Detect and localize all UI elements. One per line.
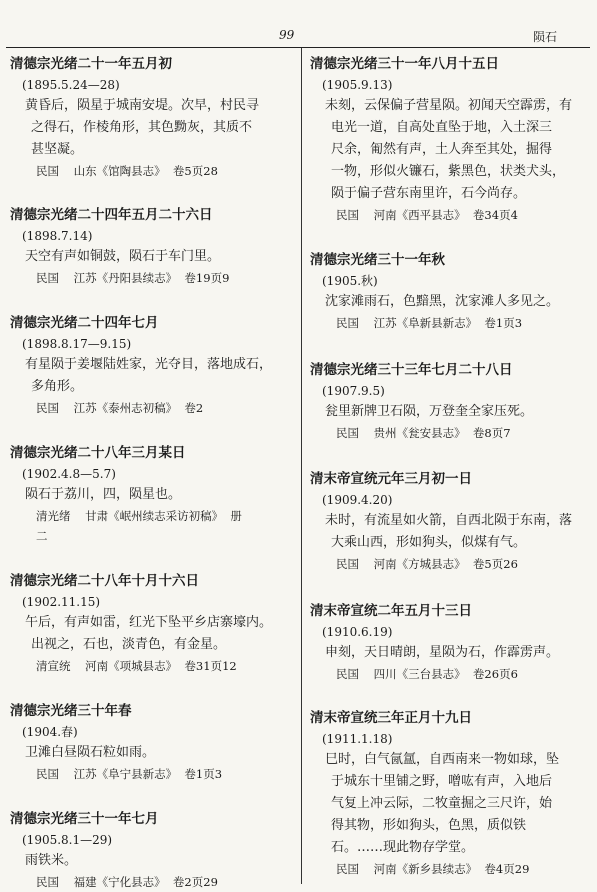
entry-text-line: 出视之，石也，淡青色，有金星。 (31, 637, 227, 652)
entry-date: (1910.6.19) (322, 625, 393, 639)
entry-heading: 清德宗光绪二十四年七月 (10, 315, 159, 331)
entry-text-line: 甚坚凝。 (31, 142, 84, 157)
entry-date: (1902.4.8—5.7) (22, 467, 116, 481)
entry-text-line: 黄昏后，陨星于城南安堤。次早，村民寻 (25, 98, 260, 113)
entry-text-line: 申刻，天日晴朗，星陨为石，作霹雳声。 (325, 645, 560, 660)
entry-text-line: 未刻，云保偏子营星陨。初闻天空霹雳，有 (325, 98, 573, 113)
entry-source: 民国 江苏《泰州志初稿》 卷2 (36, 401, 204, 415)
entry-source: 民国 河南《西平县志》 卷34页4 (336, 208, 518, 222)
entry-text-line: 陨于偏子营东南里许，石今尚存。 (331, 186, 527, 201)
entry-heading: 清末帝宣统三年正月十九日 (310, 710, 472, 726)
entry-heading: 清德宗光绪三十三年七月二十八日 (310, 362, 513, 378)
entry-date: (1911.1.18) (322, 732, 393, 746)
right-column (310, 54, 592, 879)
entry-date: (1898.7.14) (22, 229, 93, 243)
entry-text-line: 之得石，作棱角形，其色黝灰，其质不 (31, 120, 253, 135)
entry-source: 民国 江苏《丹阳县续志》 卷19页9 (36, 271, 230, 285)
entry (10, 54, 295, 181)
entry (10, 571, 295, 676)
running-title: 陨石 (533, 30, 558, 44)
entry (10, 205, 295, 288)
entry-text-line: 于城东十里铺之野，噌吰有声，入地后 (331, 774, 553, 789)
entry-heading: 清德宗光绪二十八年三月某日 (10, 445, 186, 461)
entry-text-line: 电光一道，自高处直坠于地，入土深三 (331, 120, 553, 135)
entry-date: (1909.4.20) (322, 493, 393, 507)
entry-source: 民国 贵州《瓮安县志》 卷8页7 (336, 426, 511, 440)
entry-heading: 清德宗光绪二十八年十月十六日 (10, 573, 199, 589)
entry-source: 民国 河南《新乡县续志》 卷4页29 (336, 862, 530, 876)
entry-text-line: 大乘山西，形如狗头，似煤有气。 (331, 535, 527, 550)
entry (310, 601, 592, 684)
entry-heading: 清德宗光绪三十一年八月十五日 (310, 56, 499, 72)
entry-text-line: 气复上冲云际，二牧童掘之三尺许，始 (331, 796, 553, 811)
entry-heading: 清德宗光绪三十一年七月 (10, 811, 159, 827)
entry-heading: 清德宗光绪二十四年五月二十六日 (10, 207, 213, 223)
entry-text-line: 陨石于荔川，四，陨星也。 (25, 487, 182, 502)
entry-heading: 清德宗光绪三十年春 (10, 703, 132, 719)
entry-date: (1898.8.17—9.15) (22, 337, 132, 351)
entry-date: (1905.8.1—29) (22, 833, 113, 847)
entry-text-line: 石。……现此物存学堂。 (331, 840, 475, 855)
entry-date: (1904.春) (22, 725, 78, 739)
entry-text-line: 沈家滩雨石，色黯黑，沈家滩人多见之。 (325, 294, 560, 309)
entry-source: 民国 四川《三台县志》 卷26页6 (336, 667, 518, 681)
entry-date: (1907.9.5) (322, 384, 385, 398)
entry-text-line: 瓮里新牌卫石陨，万登奎全家压死。 (325, 404, 534, 419)
entry-date: (1895.5.24—28) (22, 78, 120, 92)
entry-text-line: 有星陨于姜堰陆姓家，光夺目，落地成石， (25, 357, 273, 372)
entry (310, 54, 592, 225)
entry-date: (1902.11.15) (22, 595, 101, 609)
entry-text-line: 未时，有流星如火箭，自西北陨于东南，落 (325, 513, 573, 528)
entry-text-line: 卫滩白昼陨石粒如雨。 (25, 745, 156, 760)
entry (10, 313, 295, 418)
entry-text-line: 得其物，形如狗头，色黑，质似铁 (331, 818, 527, 833)
entry (310, 250, 592, 333)
entry (10, 443, 295, 546)
entry-heading: 清德宗光绪三十一年秋 (310, 252, 445, 268)
entry-text-line: 多角形。 (31, 379, 84, 394)
entry (10, 809, 295, 892)
entry-text-line: 巳时，白气氤氲，自西南来一物如球，坠 (325, 752, 560, 767)
entry-date: (1905.秋) (322, 274, 378, 288)
entry-source: 民国 河南《方城县志》 卷5页26 (336, 557, 518, 571)
entry-text-line: 雨铁米。 (25, 853, 78, 868)
page-number: 99 (279, 28, 295, 42)
entry (310, 469, 592, 574)
entry-source: 民国 福建《宁化县志》 卷2页29 (36, 875, 218, 889)
entry-source: 清宣统 河南《项城县志》 卷31页12 (36, 659, 237, 673)
entry-text-line: 午后，有声如雷，红光下坠平乡店寨壕内。 (25, 615, 273, 630)
column-divider (301, 48, 302, 884)
entry-text-line: 尺余，匍然有声，土人奔至其处，掘得 (331, 142, 553, 157)
entry-text-line: 天空有声如铜鼓，陨石于车门里。 (25, 249, 221, 264)
entry-source: 民国 江苏《阜新县新志》 卷1页3 (336, 316, 523, 330)
entry-source: 民国 江苏《阜宁县新志》 卷1页3 (36, 767, 223, 781)
entry-heading: 清末帝宣统二年五月十三日 (310, 603, 472, 619)
entry-source: 清光绪 甘肃《岷州续志采访初稿》 册 二 (36, 509, 242, 543)
entry (310, 708, 592, 879)
entry-heading: 清德宗光绪二十一年五月初 (10, 56, 172, 72)
entry-source: 民国 山东《馆陶县志》 卷5页28 (36, 164, 218, 178)
entry-heading: 清末帝宣统元年三月初一日 (310, 471, 472, 487)
page-header (0, 0, 597, 46)
entry (310, 360, 592, 443)
entry (10, 701, 295, 784)
header-rule (6, 47, 590, 48)
entry-date: (1905.9.13) (322, 78, 393, 92)
left-column (10, 54, 295, 892)
entry-text-line: 一物，形似火镰石，紫黑色，状类犬头， (331, 164, 566, 179)
